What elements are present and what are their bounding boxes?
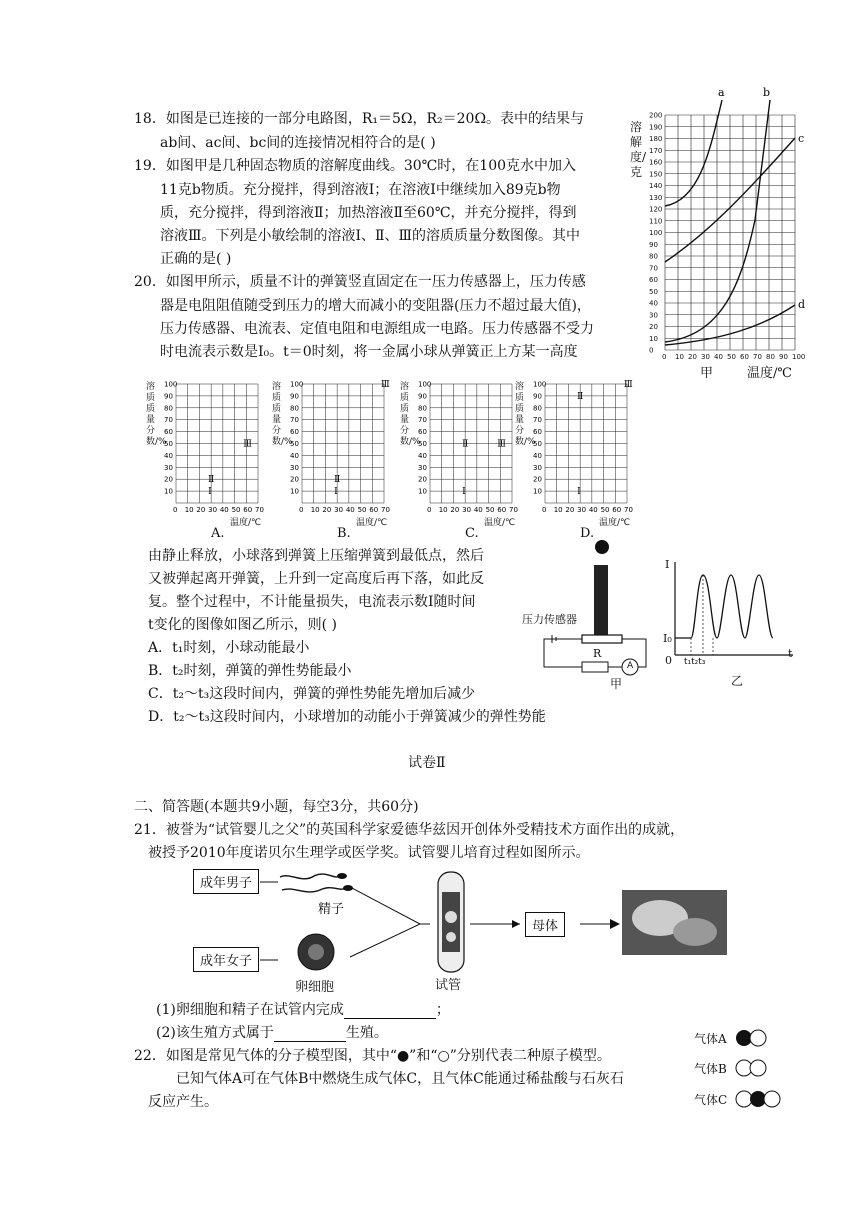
option-chart-a	[146, 378, 271, 543]
current-x-axis-label: t	[788, 647, 793, 660]
box-adult-female: 成年女子	[193, 947, 259, 972]
curve-c-label: c	[798, 132, 805, 145]
opt-y-tick: 40	[418, 451, 427, 460]
opt-mark-iii: Ⅲ	[624, 380, 633, 390]
opt-ylabel: 溶质质量分数/%	[400, 382, 421, 447]
q21-sub1-end: ；	[435, 1002, 450, 1018]
opt-x-tick: 20	[565, 506, 575, 514]
q20-option-d: D．t₂～t₃这段时间内，小球增加的动能小于弹簧减少的弹性势能	[148, 709, 546, 725]
opt-mark-iii: Ⅲ	[381, 380, 390, 390]
box-mother: 母体	[525, 912, 565, 937]
opt-y-tick: 60	[164, 428, 173, 437]
opt-mark-i: Ⅰ	[577, 487, 581, 498]
section-title: 试卷Ⅱ	[408, 755, 446, 771]
opt-y-tick: 80	[164, 404, 173, 413]
q21-sub2-end: 生殖。	[345, 1025, 388, 1041]
q20-line-1: 20．如图甲所示，质量不计的弹簧竖直固定在一压力传感器上，压力传感	[134, 274, 586, 290]
option-chart-d	[515, 378, 640, 543]
opt-ylabel: 溶质质量分数/%	[146, 382, 167, 447]
q19-line-4: 溶液Ⅲ。下列是小敏绘制的溶液Ⅰ、Ⅱ、Ⅲ的溶质质量分数图像。其中	[160, 228, 581, 244]
opt-x-tick: 60	[243, 506, 253, 514]
opt-x-tick: 70	[509, 506, 518, 514]
sol-y-tick: 90	[649, 240, 658, 249]
opt-y-tick: 100	[533, 380, 547, 389]
opt-x-tick: 10	[310, 506, 320, 514]
opt-y-tick: 90	[533, 392, 542, 401]
solubility-caption: 甲	[700, 366, 714, 381]
opt-y-tick: 80	[533, 404, 542, 413]
q21-blank-2[interactable]	[274, 1027, 346, 1042]
sol-x-tick: 40	[714, 353, 723, 361]
q20-line-2: 器是电阻阻值随受到压力的增大而减小的变阻器(压力不超过最大值)，	[160, 298, 591, 314]
opt-xlabel: 温度/℃	[230, 518, 262, 528]
solubility-ylabel: 溶解度/克	[630, 120, 647, 179]
opt-y-tick: 50	[418, 440, 427, 448]
sol-y-tick: 20	[649, 323, 658, 331]
opt-x-tick: 40	[588, 506, 598, 514]
q21-sub-2	[156, 1024, 388, 1042]
sol-y-tick: 0	[649, 346, 654, 355]
opt-y-tick: 20	[418, 475, 427, 484]
ammeter-label: A	[627, 661, 634, 671]
opt-x-tick: 30	[577, 506, 587, 514]
opt-y-tick: 80	[290, 404, 299, 413]
q19-line-2: 11克b物质。充分搅拌，得到溶液Ⅰ；在溶液Ⅰ中继续加入89克b物	[160, 182, 561, 198]
current-graph	[655, 560, 795, 690]
metal-ball	[595, 540, 609, 554]
resistor-label: R	[593, 647, 602, 660]
sol-y-tick: 190	[649, 123, 663, 132]
sol-x-tick: 90	[779, 353, 788, 361]
option-chart-b	[272, 378, 397, 543]
opt-mark-ii: Ⅱ	[208, 475, 215, 486]
q20-line-4: 时电流表示数是I₀。t＝0时刻，将一金属小球从弹簧正上方某一高度	[160, 344, 578, 360]
sol-y-tick: 40	[649, 299, 658, 308]
q21-line-1: 21．被誉为“试管婴儿之父”的英国科学家爱德华兹因开创体外受精技术方面作出的成就，	[134, 822, 685, 838]
ivf-diagram	[190, 862, 750, 997]
q22-line-1: 22．如图是常见气体的分子模型图，其中“●”和“○”分别代表二种原子模型。	[134, 1048, 611, 1064]
opt-xlabel: 温度/℃	[484, 518, 516, 528]
option-label-a: A.	[211, 526, 225, 541]
curve-b-label: b	[763, 86, 771, 99]
opt-mark-i: Ⅰ	[334, 487, 338, 498]
q20-line-3: 压力传感器、电流表、定值电阻和电源组成一电路。压力传感器不受力	[160, 321, 594, 337]
opt-x-tick: 70	[255, 506, 264, 514]
box-adult-male: 成年男子	[193, 869, 259, 894]
gas-b-label: 气体B	[694, 1062, 727, 1076]
gas-c-atom-3	[764, 1091, 780, 1107]
sol-y-tick: 200	[649, 111, 663, 120]
current-origin-label: 0	[665, 654, 672, 667]
opt-x-tick: 50	[357, 506, 367, 514]
sol-x-tick: 80	[766, 353, 775, 361]
opt-x-tick: 40	[345, 506, 355, 514]
sol-x-tick: 50	[727, 353, 736, 361]
sol-y-tick: 30	[649, 311, 658, 320]
q21-sub1-text: (1)卵细胞和精子在试管内完成	[156, 1002, 344, 1018]
sol-y-tick: 10	[649, 334, 658, 343]
sol-x-tick: 20	[688, 353, 697, 361]
opt-x-tick: 50	[600, 506, 610, 514]
opt-y-tick: 80	[418, 404, 427, 413]
opt-y-tick: 50	[164, 440, 173, 448]
sol-x-tick: 30	[701, 353, 710, 361]
sol-y-tick: 140	[649, 182, 663, 190]
sol-y-tick: 60	[649, 276, 658, 284]
opt-x-tick: 0	[299, 506, 304, 514]
circuit-figure	[522, 535, 652, 690]
gas-c-atom-1	[736, 1091, 752, 1107]
opt-y-tick: 60	[290, 428, 299, 437]
q20-line-6: 又被弹起离开弹簧，上升到一定高度后再下落，如此反	[148, 571, 484, 587]
opt-x-tick: 50	[485, 506, 495, 514]
opt-x-tick: 30	[334, 506, 344, 514]
opt-mark-i: Ⅰ	[208, 487, 212, 498]
current-y-axis-label: I	[665, 558, 670, 571]
opt-y-tick: 50	[533, 440, 542, 448]
opt-x-tick: 20	[322, 506, 332, 514]
opt-mark-i: Ⅰ	[462, 487, 466, 498]
opt-y-tick: 70	[164, 416, 173, 425]
opt-y-tick: 90	[418, 392, 427, 401]
opt-y-tick: 70	[418, 416, 427, 425]
q21-sub2-text: (2)该生殖方式属于	[156, 1025, 274, 1041]
sensor-label: 压力传感器	[522, 613, 577, 626]
sperm-1	[280, 874, 340, 879]
opt-x-tick: 20	[450, 506, 460, 514]
curve-a-label: a	[718, 86, 725, 99]
resistor	[582, 662, 608, 672]
opt-y-tick: 20	[533, 475, 542, 484]
opt-x-tick: 60	[612, 506, 622, 514]
opt-mark-ii: Ⅱ	[334, 475, 341, 486]
opt-x-tick: 70	[624, 506, 633, 514]
label-test-tube: 试管	[435, 978, 462, 993]
opt-ylabel: 溶质质量分数/%	[272, 382, 293, 447]
solubility-chart	[630, 86, 820, 381]
current-t-labels: t₁t₂t₃	[684, 657, 706, 667]
gas-a-label: 气体A	[694, 1032, 727, 1046]
opt-x-tick: 60	[369, 506, 379, 514]
option-label-c: C.	[465, 526, 479, 541]
sol-y-tick: 100	[649, 229, 663, 237]
pressure-sensor	[582, 635, 622, 643]
opt-x-tick: 0	[427, 506, 432, 514]
label-sperm: 精子	[318, 902, 345, 917]
opt-y-tick: 30	[418, 463, 427, 472]
curve-a	[665, 100, 722, 206]
opt-x-tick: 0	[542, 506, 547, 514]
opt-x-tick: 10	[553, 506, 563, 514]
opt-mark-ii: Ⅱ	[462, 439, 469, 450]
opt-y-tick: 30	[164, 463, 173, 472]
opt-x-tick: 40	[473, 506, 483, 514]
opt-y-tick: 60	[418, 428, 427, 437]
q19-line-5: 正确的是( )	[160, 251, 232, 267]
opt-x-tick: 10	[184, 506, 194, 514]
section-header: 二、简答题(本题共9小题，每空3分，共60分)	[134, 799, 419, 815]
option-label-d: D.	[580, 526, 595, 541]
opt-mark-ii: Ⅱ	[577, 391, 584, 402]
opt-y-tick: 40	[533, 451, 542, 460]
spring	[594, 565, 608, 635]
option-chart-c	[400, 378, 536, 543]
sol-y-tick: 50	[649, 287, 658, 296]
opt-x-tick: 20	[196, 506, 206, 514]
curve-d-label: d	[798, 298, 806, 311]
solubility-xlabel: 温度/℃	[747, 366, 792, 381]
option-label-b: B.	[337, 526, 351, 541]
opt-y-tick: 20	[164, 475, 173, 484]
sol-y-tick: 170	[649, 146, 663, 155]
q21-sub-1	[156, 1001, 450, 1019]
label-egg: 卵细胞	[295, 980, 335, 995]
current-curve	[675, 575, 773, 638]
gas-c-label: 气体C	[694, 1093, 728, 1107]
gas-models	[694, 1028, 804, 1118]
sol-y-tick: 130	[649, 193, 663, 202]
opt-x-tick: 60	[497, 506, 507, 514]
q22-line-2: 已知气体A可在气体B中燃烧生成气体C，且气体C能通过稀盐酸与石灰石	[176, 1071, 624, 1087]
opt-y-tick: 30	[290, 463, 299, 472]
circuit-caption: 甲	[610, 677, 623, 691]
opt-x-tick: 50	[231, 506, 241, 514]
gas-a-atom-2	[750, 1030, 766, 1046]
q20-line-7: 复。整个过程中，不计能量损失，电流表示数I随时间	[148, 594, 476, 610]
opt-y-tick: 100	[290, 380, 304, 389]
q22-line-3: 反应产生。	[148, 1094, 218, 1110]
opt-ylabel: 溶质质量分数/%	[515, 382, 536, 447]
sol-x-tick: 100	[792, 353, 806, 361]
opt-y-tick: 10	[533, 487, 542, 496]
q20-option-a: A．t₁时刻，小球动能最小	[148, 640, 310, 656]
opt-y-tick: 100	[418, 380, 432, 389]
sol-x-tick: 10	[675, 353, 684, 361]
opt-x-tick: 10	[438, 506, 448, 514]
sol-x-tick: 0	[662, 353, 667, 361]
opt-y-tick: 40	[164, 451, 173, 460]
sol-x-tick: 60	[740, 353, 749, 361]
opt-mark-iii: Ⅲ	[497, 439, 506, 450]
q19-line-1: 19．如图甲是几种固态物质的溶解度曲线。30℃时，在100克水中加入	[134, 158, 577, 174]
q20-option-c: C．t₂～t₃这段时间内，弹簧的弹性势能先增加后减少	[148, 686, 476, 702]
q20-line-5: 由静止释放，小球落到弹簧上压缩弹簧到最低点，然后	[148, 548, 484, 564]
opt-y-tick: 20	[290, 475, 299, 484]
opt-y-tick: 60	[533, 428, 542, 437]
q18-line-2: ab间、ac间、bc间的连接情况相符合的是( )	[160, 135, 436, 151]
opt-x-tick: 30	[208, 506, 218, 514]
opt-y-tick: 70	[533, 416, 542, 425]
opt-x-tick: 30	[462, 506, 472, 514]
opt-y-tick: 10	[418, 487, 427, 496]
opt-mark-iii: Ⅲ	[243, 439, 252, 450]
opt-x-tick: 40	[219, 506, 229, 514]
gas-b-atom-2	[750, 1060, 766, 1076]
opt-x-tick: 0	[173, 506, 178, 514]
opt-y-tick: 50	[290, 440, 299, 448]
opt-y-tick: 100	[164, 380, 178, 389]
opt-y-tick: 70	[290, 416, 299, 425]
opt-y-tick: 10	[290, 487, 299, 496]
opt-xlabel: 温度/℃	[599, 518, 631, 528]
q19-line-3: 质，充分搅拌，得到溶液Ⅱ；加热溶液Ⅱ至60℃，并充分搅拌，得到	[160, 205, 577, 221]
opt-xlabel: 温度/℃	[356, 518, 388, 528]
opt-y-tick: 30	[533, 463, 542, 472]
opt-y-tick: 90	[164, 392, 173, 401]
q18-line-1: 18．如图是已连接的一部分电路图，R₁＝5Ω，R₂＝20Ω。表中的结果与	[134, 111, 585, 127]
q21-line-2: 被授予2010年度诺贝尔生理学或医学奖。试管婴儿培育过程如图所示。	[148, 845, 590, 861]
sol-y-tick: 70	[649, 264, 658, 273]
sol-y-tick: 120	[649, 205, 663, 214]
sol-x-tick: 70	[753, 353, 762, 361]
q20-option-b: B．t₂时刻，弹簧的弹性势能最小	[148, 663, 352, 679]
solubility-chart-svg	[630, 86, 820, 380]
opt-x-tick: 70	[381, 506, 390, 514]
current-i0-label: I₀	[663, 632, 672, 645]
opt-y-tick: 40	[290, 451, 299, 460]
current-caption: 乙	[731, 674, 744, 688]
opt-y-tick: 90	[290, 392, 299, 401]
sperm-2	[282, 888, 346, 892]
sol-y-tick: 110	[649, 217, 663, 226]
sol-y-tick: 150	[649, 170, 663, 179]
q21-blank-1[interactable]	[344, 1004, 436, 1019]
sol-y-tick: 80	[649, 252, 658, 261]
opt-y-tick: 10	[164, 487, 173, 496]
sol-y-tick: 180	[649, 135, 663, 143]
sol-y-tick: 160	[649, 158, 663, 167]
q20-line-8: t变化的图像如图乙所示，则( )	[148, 617, 337, 633]
